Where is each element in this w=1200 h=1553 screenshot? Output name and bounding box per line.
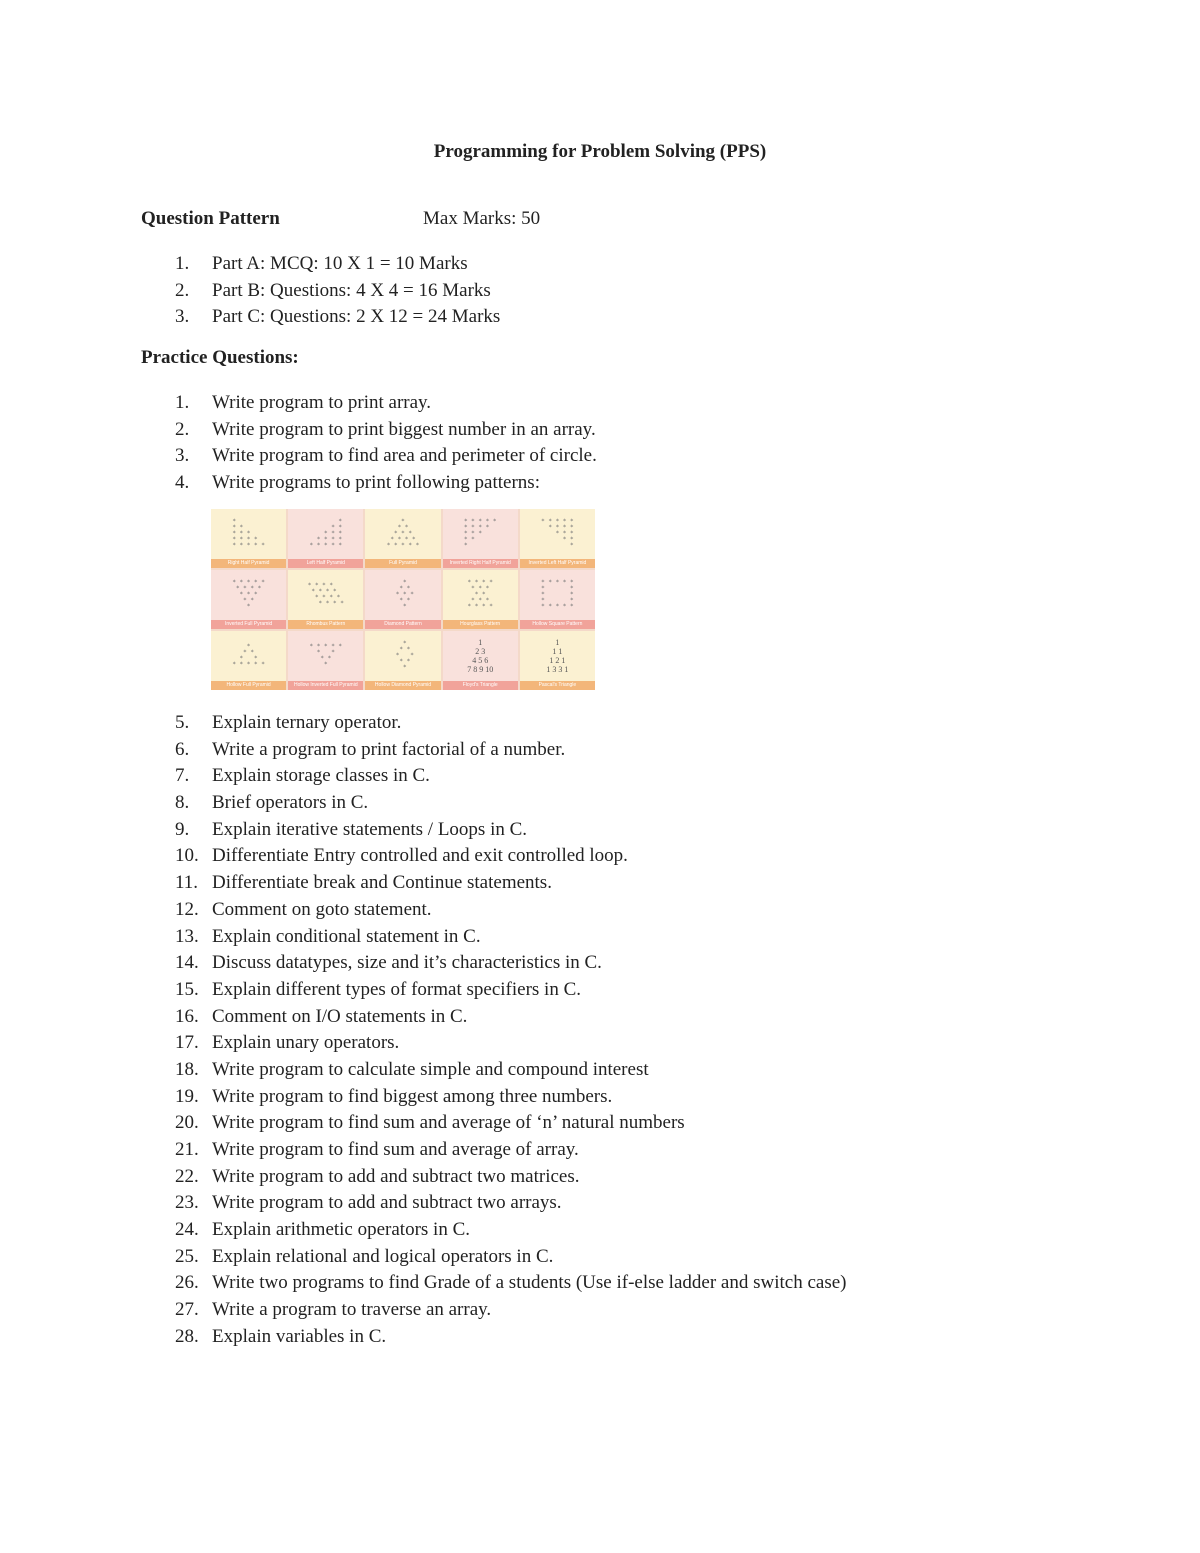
question-number: 22. <box>175 1165 199 1187</box>
pattern-caption: Hollow Inverted Full Pyramid <box>288 681 363 690</box>
question-number: 28. <box>175 1325 199 1347</box>
pattern-tile <box>443 509 518 568</box>
question-text: Write a program to print factorial of a number. <box>212 738 566 760</box>
question-number: 9. <box>175 818 190 840</box>
pattern-art: * * * * * * * * * * <box>232 643 265 668</box>
question-text: Write program to calculate simple and compound interest <box>212 1058 649 1080</box>
question-number: 10. <box>175 845 199 867</box>
item-number: 3. <box>175 306 190 328</box>
question-text: Comment on goto statement. <box>212 898 432 920</box>
item-text: Part C: Questions: 2 X 12 = 24 Marks <box>212 306 501 328</box>
pattern-art: * * * * * * * * * * * * * * * <box>463 518 497 549</box>
pattern-tile <box>443 631 518 690</box>
question-text: Differentiate Entry controlled and exit controlled loop. <box>212 845 628 867</box>
pattern-tile <box>365 570 440 629</box>
question-number: 5. <box>175 712 190 733</box>
question-item <box>175 470 597 497</box>
max-marks: Max Marks: 50 <box>423 208 541 229</box>
question-text: Discuss datatypes, size and it’s characteristics in C. <box>212 952 602 974</box>
pattern-art: * * * * * * * * * * <box>309 643 343 668</box>
pattern-tile <box>520 570 595 629</box>
question-number: 27. <box>175 1299 199 1321</box>
question-number: 26. <box>175 1272 199 1294</box>
pattern-art: * * * * * * * * * * * * * * * * <box>307 582 344 607</box>
question-number: 23. <box>175 1192 199 1214</box>
question-text: Write a program to traverse an array. <box>212 1299 492 1321</box>
question-item <box>175 390 597 417</box>
pattern-art: * * * * * * * * * * * * * * * <box>232 518 265 549</box>
question-item <box>175 1190 846 1217</box>
question-item <box>175 1217 846 1244</box>
pattern-art: * * * * * * * * * * * * * * * <box>232 579 265 610</box>
question-item <box>175 843 846 870</box>
question-number: 25. <box>175 1245 199 1267</box>
question-number: 7. <box>175 765 190 787</box>
question-text: Explain storage classes in C. <box>212 765 430 787</box>
pattern-art: 1 2 3 4 5 6 7 8 9 10 <box>467 638 494 674</box>
question-item <box>175 817 846 844</box>
question-number: 18. <box>175 1058 199 1080</box>
pattern-tile <box>365 631 440 690</box>
pattern-art: 1 1 1 1 2 1 1 3 3 1 <box>546 638 569 674</box>
question-item <box>175 443 597 470</box>
practice-questions-heading: Practice Questions: <box>141 347 299 368</box>
question-text: Explain variables in C. <box>212 1325 387 1347</box>
question-text: Explain different types of format specifiers in C. <box>212 978 581 1000</box>
pattern-caption: Right Half Pyramid <box>211 559 286 568</box>
question-number: 17. <box>175 1032 199 1054</box>
question-item <box>175 977 846 1004</box>
question-item <box>175 1084 846 1111</box>
pattern-caption: Inverted Full Pyramid <box>211 620 286 629</box>
pattern-art: * * * * * * * * * * * * * * * <box>541 518 574 549</box>
question-item <box>175 1164 846 1191</box>
pattern-caption: Inverted Right Half Pyramid <box>443 559 518 568</box>
question-text: Explain unary operators. <box>212 1032 400 1054</box>
pattern-caption: Inverted Left Half Pyramid <box>520 559 595 568</box>
pattern-tile <box>211 570 286 629</box>
question-number: 20. <box>175 1112 199 1134</box>
question-item <box>175 1110 846 1137</box>
question-number: 8. <box>175 792 190 814</box>
pattern-caption: Floyd's Triangle <box>443 681 518 690</box>
pattern-art: * * * * * * * * * <box>395 579 414 610</box>
list-item <box>175 251 500 278</box>
question-item <box>175 870 846 897</box>
question-item <box>175 417 597 444</box>
question-item <box>175 1004 846 1031</box>
question-number: 14. <box>175 952 199 974</box>
pattern-tile <box>365 509 440 568</box>
question-number: 21. <box>175 1139 199 1160</box>
question-item <box>175 710 846 737</box>
question-number: 16. <box>175 1005 199 1027</box>
pattern-caption: Hollow Full Pyramid <box>211 681 286 690</box>
pattern-tile <box>520 631 595 690</box>
question-item <box>175 924 846 951</box>
question-text: Explain iterative statements / Loops in C. <box>212 818 528 840</box>
item-number: 2. <box>175 279 190 301</box>
question-text: Write program to find biggest among three numbers. <box>212 1085 613 1107</box>
page-title: Programming for Problem Solving (PPS) <box>433 141 767 162</box>
question-number: 15. <box>175 978 199 1000</box>
question-number: 3. <box>175 445 190 467</box>
question-text: Write program to add and subtract two matrices. <box>212 1165 580 1187</box>
question-number: 19. <box>175 1085 199 1107</box>
pattern-tile <box>288 509 363 568</box>
pattern-tile <box>288 631 363 690</box>
pattern-tile <box>443 570 518 629</box>
question-text: Write two programs to find Grade of a students (Use if-else ladder and switch case) <box>212 1272 847 1294</box>
question-number: 12. <box>175 898 199 920</box>
item-number: 1. <box>175 253 190 274</box>
question-pattern-row <box>141 208 540 230</box>
question-item <box>175 897 846 924</box>
question-item <box>175 1297 846 1324</box>
pattern-caption: Rhombus Pattern <box>288 620 363 629</box>
list-item <box>175 304 500 331</box>
question-item <box>175 950 846 977</box>
pattern-tile <box>520 509 595 568</box>
question-text: Write program to add and subtract two arrays. <box>212 1192 562 1214</box>
question-text: Differentiate break and Continue statements. <box>212 872 552 894</box>
question-number: 13. <box>175 925 199 947</box>
question-text: Explain relational and logical operators in C. <box>212 1245 554 1267</box>
item-text: Part B: Questions: 4 X 4 = 16 Marks <box>212 279 491 301</box>
question-number: 4. <box>175 472 190 494</box>
question-text: Write program to find sum and average of array. <box>212 1139 579 1160</box>
question-item <box>175 1324 846 1351</box>
question-text: Explain conditional statement in C. <box>212 925 481 947</box>
question-text: Write program to print array. <box>212 392 432 413</box>
pattern-tile <box>211 631 286 690</box>
question-item <box>175 790 846 817</box>
pattern-caption: Left Half Pyramid <box>288 559 363 568</box>
pattern-art: * * * * * * * * * * * * * * * * <box>541 579 574 610</box>
item-text: Part A: MCQ: 10 X 1 = 10 Marks <box>212 253 468 274</box>
pattern-caption: Hollow Diamond Pyramid <box>365 681 440 690</box>
question-item <box>175 737 846 764</box>
question-number: 1. <box>175 392 190 413</box>
question-item <box>175 1057 846 1084</box>
list-item <box>175 278 500 305</box>
pattern-caption: Pascal's Triangle <box>520 681 595 690</box>
question-number: 6. <box>175 738 190 760</box>
question-text: Write programs to print following patterns: <box>212 472 540 494</box>
pattern-art: * * * * * * * * * * * * * * * <box>309 518 343 549</box>
pattern-art: * * * * * * * * <box>395 640 414 671</box>
question-text: Explain ternary operator. <box>212 712 402 733</box>
question-text: Write program to find area and perimeter of circle. <box>212 445 597 467</box>
question-text: Comment on I/O statements in C. <box>212 1005 468 1027</box>
pattern-caption: Hollow Square Pattern <box>520 620 595 629</box>
question-item <box>175 763 846 790</box>
pattern-caption: Hourglass Pattern <box>443 620 518 629</box>
question-number: 11. <box>175 872 199 894</box>
question-text: Write program to find sum and average of ‘n’ natural numbers <box>212 1112 685 1134</box>
question-item <box>175 1270 846 1297</box>
question-number: 2. <box>175 418 190 440</box>
pattern-caption: Full Pyramid <box>365 559 440 568</box>
patterns-image <box>211 509 595 690</box>
question-pattern-label: Question Pattern <box>141 208 280 229</box>
pattern-art: * * * * * * * * * * * * * * * * <box>467 579 493 610</box>
pattern-art: * * * * * * * * * * * * * * * <box>386 518 420 549</box>
question-pattern-list <box>175 251 500 331</box>
practice-questions-list-b <box>175 710 846 1351</box>
question-text: Brief operators in C. <box>212 792 369 814</box>
pattern-tile <box>288 570 363 629</box>
question-item <box>175 1137 846 1164</box>
question-item <box>175 1030 846 1057</box>
pattern-tile <box>211 509 286 568</box>
question-number: 24. <box>175 1219 199 1241</box>
practice-questions-list-a <box>175 390 597 497</box>
question-item <box>175 1244 846 1271</box>
pattern-caption: Diamond Pattern <box>365 620 440 629</box>
question-text: Explain arithmetic operators in C. <box>212 1219 471 1241</box>
question-text: Write program to print biggest number in an array. <box>212 418 596 440</box>
